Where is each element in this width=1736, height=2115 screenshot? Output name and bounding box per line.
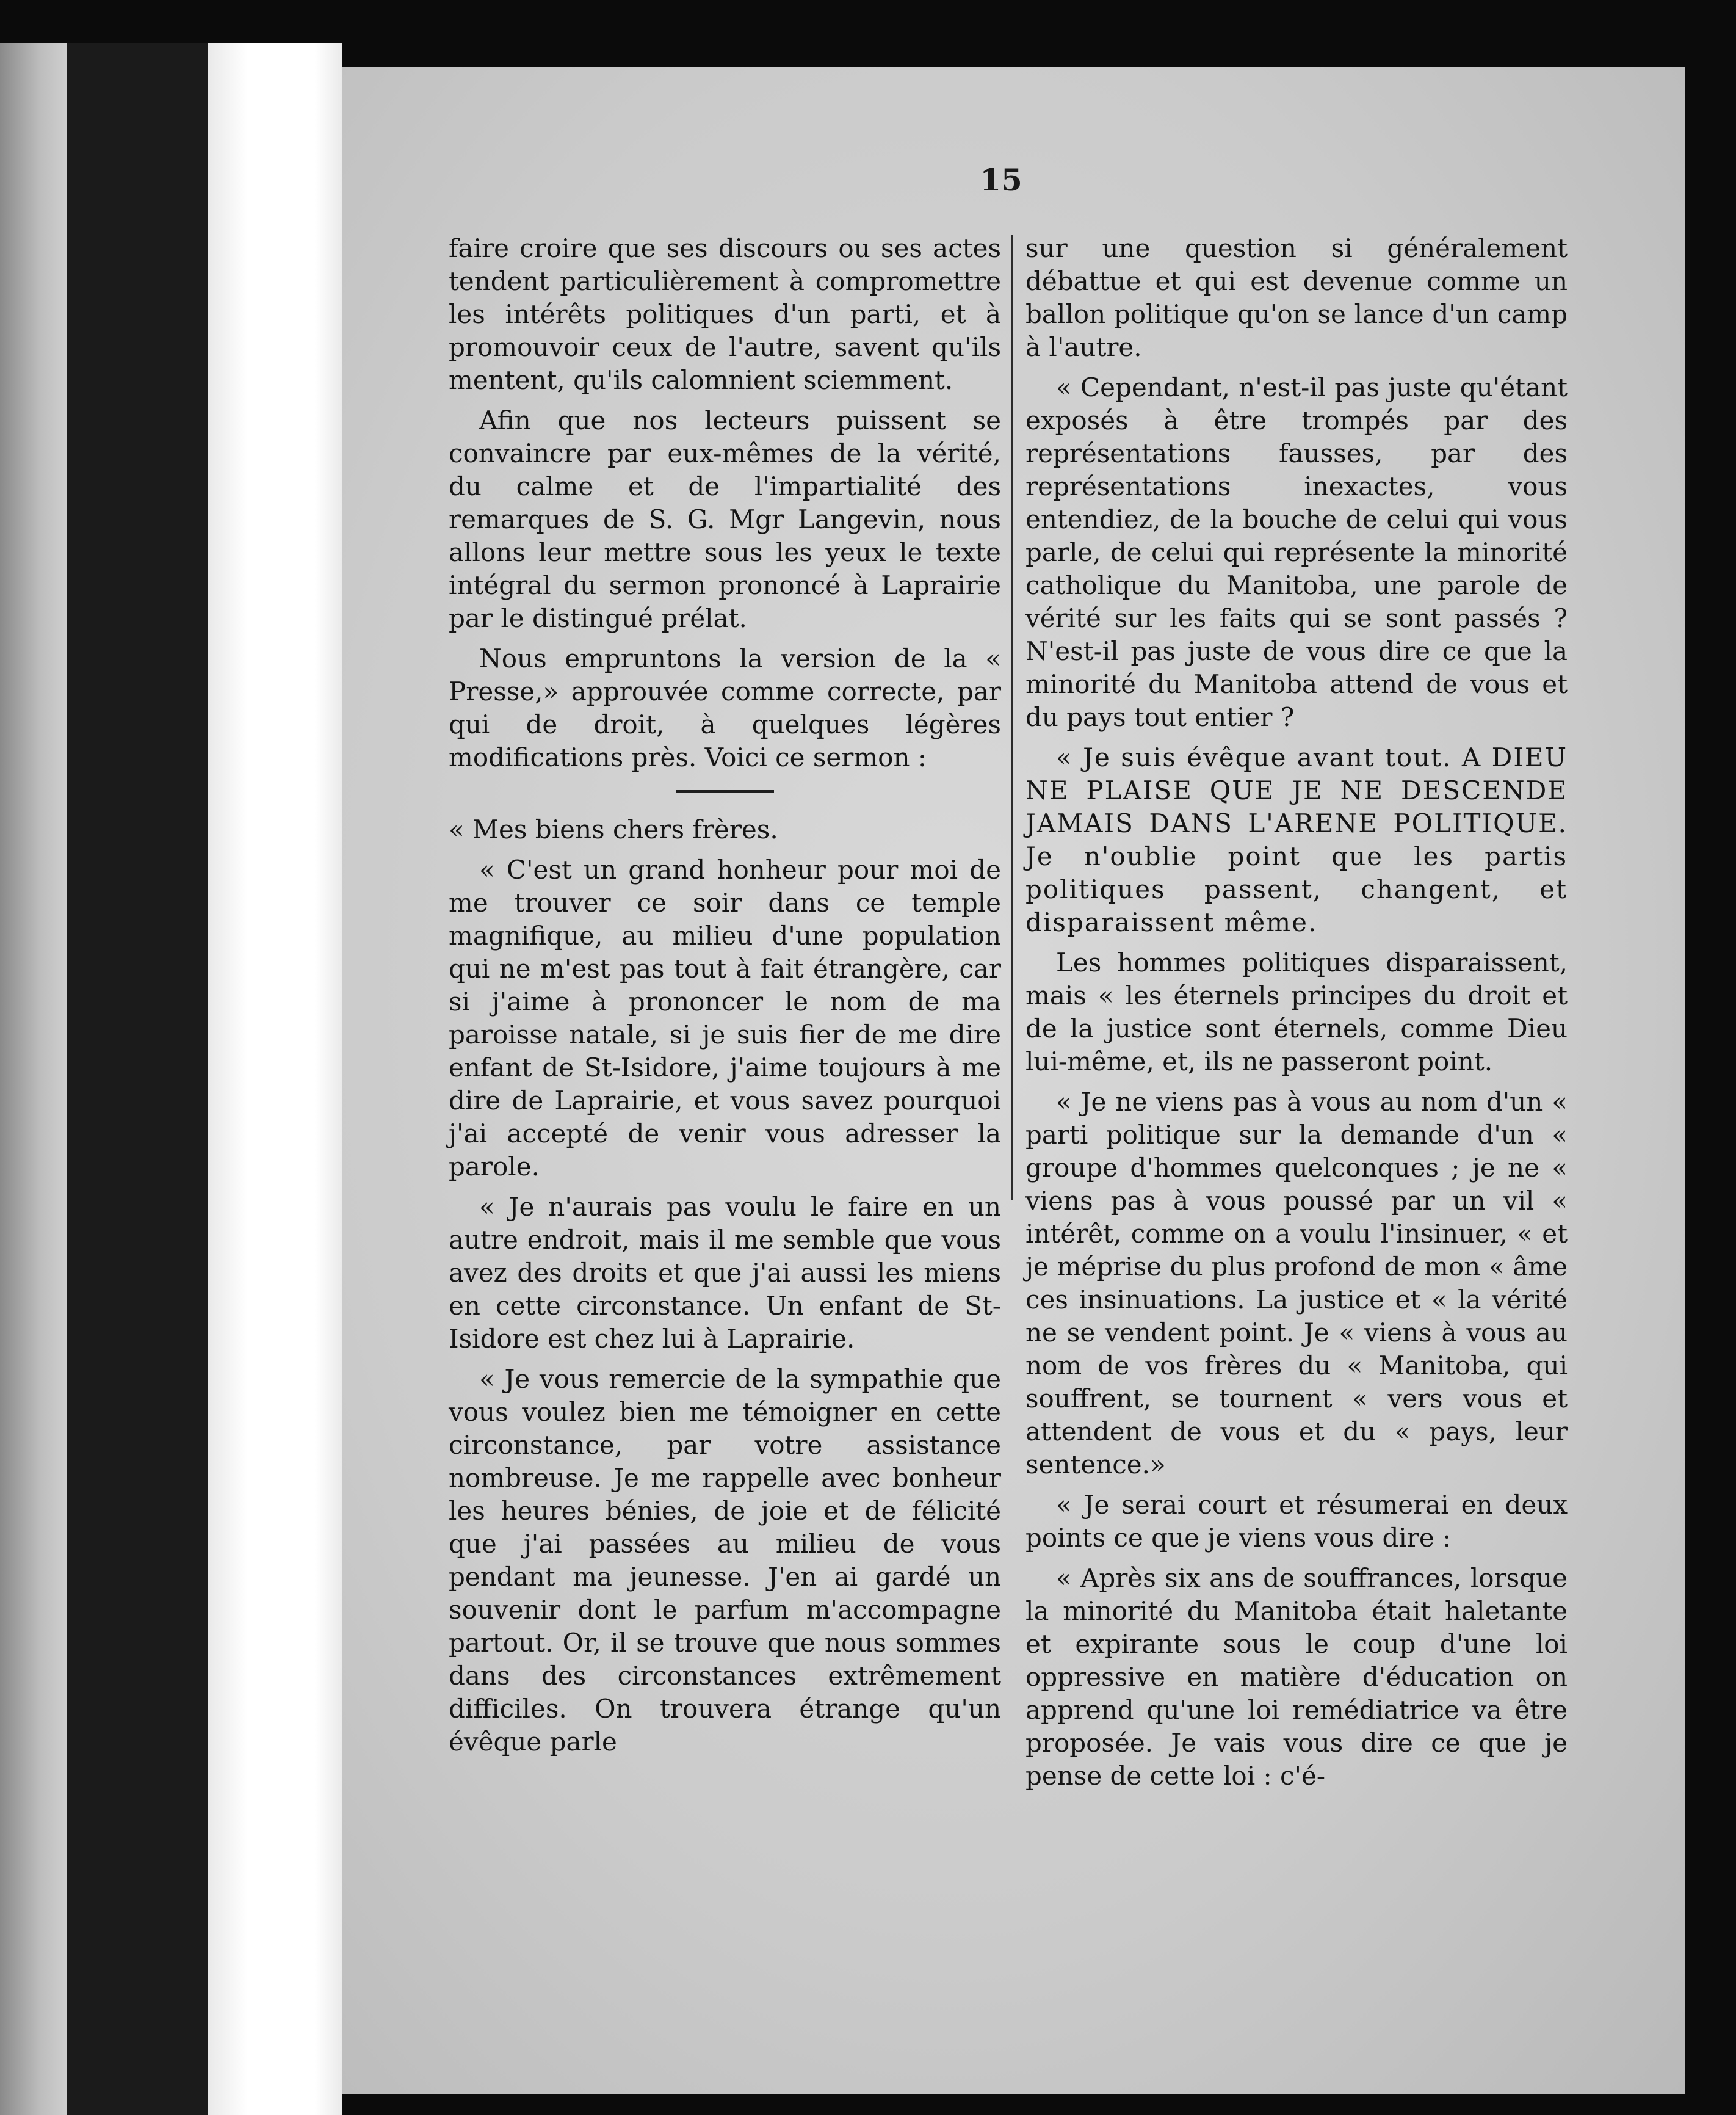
page-number: 15 <box>980 162 1022 198</box>
paragraph: « Je vous remercie de la sympathie que vous voulez bien me témoigner en cette circonstance, par votre assistance nombreuse. Je me rappelle avec bonheur les heures bénies, de joie et de félicité que j'ai passées au milieu de vous pendant ma jeunesse. J'en ai gardé un souvenir dont le parfum m'accompagne partout. Or, il se trouve que nous sommes dans des circonstances extrêmement difficiles. On trouvera étrange qu'un évêque parle <box>449 1364 1001 1757</box>
paragraph: « C'est un grand honheur pour moi de me trouver ce soir dans ce temple magnifique, au milieu d'une population qui ne m'est pas tout à fait étrangère, car si j'aime à prononcer le nom de ma paroisse natale, si je suis fier de me dire enfant de St-Isidore, j'aime toujours à me dire de Laprairie, et vous savez pourquoi j'ai accepté de venir vous adresser la parole. <box>449 855 1001 1181</box>
paragraph: « Je serai court et résumerai en deux points ce que je viens vous dire : <box>1025 1490 1568 1553</box>
paragraph: Nous empruntons la version de la « Presse,» approuvée comme correcte, par qui de droit, à quelques légères modifications près. Voici ce sermon : <box>449 644 1001 772</box>
paragraph: sur une question si généralement débattue et qui est devenue comme un ballon politique qu'on se lance d'un camp à l'autre. <box>1025 233 1568 362</box>
facing-page-edge <box>0 43 67 2115</box>
sermon-salutation: « Mes biens chers frères. <box>449 814 778 844</box>
column-divider <box>1011 235 1013 1200</box>
paragraph: Les hommes politiques disparaissent, mais « les éternels principes du droit et de la justice sont éternels, comme Dieu lui-même, et, ils ne passeront point. <box>1025 948 1568 1076</box>
paragraph: « Après six ans de souffrances, lorsque la minorité du Manitoba était haletante et expirante sous le coup d'une loi oppressive en matière d'éducation on apprend qu'une loi remédiatrice va être proposée. Je vais vous dire ce que je pense de cette loi : c'é- <box>1025 1563 1568 1791</box>
scan-top-border <box>0 0 1736 43</box>
right-text-column <box>1025 232 1568 1800</box>
left-text-column <box>449 232 1001 1766</box>
paragraph: « Cependant, n'est-il pas juste qu'étant exposés à être trompés par des représentations fausses, par des représentations inexactes, vous entendiez, de la bouche de celui qui vous parle, de celui qui représente la minorité catholique du Manitoba, une parole de vérité sur les faits qui se sont passés ? N'est-il pas juste de vous dire ce que la minorité du Manitoba attend de vous et du pays tout entier ? <box>1025 372 1568 732</box>
blank-margin-strip <box>208 43 342 2115</box>
paragraph: Afin que nos lecteurs puissent se convaincre par eux-mêmes de la vérité, du calme et de l'impartialité des remarques de S. G. Mgr Langevin, nous allons leur mettre sous les yeux le texte intégral du sermon prononcé à Laprairie par le distingué prélat. <box>449 405 1001 633</box>
book-gutter <box>67 43 208 2115</box>
paragraph: « Je ne viens pas à vous au nom d'un « parti politique sur la demande d'un « groupe d'hommes quelconques ; je ne « viens pas à vous poussé par un vil « intérêt, comme on a voulu l'insinuer, « et je méprise du plus profond de mon « âme ces insinuations. La justice et « la vérité ne se vendent point. Je « viens à vous au nom de vos frères du « Manitoba, qui souffrent, se tournent « vers vous et attendent de vous et du « pays, leur sentence.» <box>1025 1087 1568 1479</box>
paragraph: « Je n'aurais pas voulu le faire en un autre endroit, mais il me semble que vous avez des droits et que j'ai aussi les miens en cette circonstance. Un enfant de St-Isidore est chez lui à Laprairie. <box>449 1192 1001 1354</box>
paragraph: « Je suis évêque avant tout. A DIEU NE PLAISE QUE JE NE DESCENDE JAMAIS DANS L'ARENE POLITIQUE. Je n'oublie point que les partis politiques passent, changent, et disparaissent même. <box>1025 742 1568 937</box>
section-rule <box>676 790 774 793</box>
paragraph: faire croire que ses discours ou ses actes tendent particulièrement à compromettre les intérêts politiques d'un parti, et à promouvoir ceux de l'autre, savent qu'ils mentent, qu'ils calomnient sciemment. <box>449 233 1001 395</box>
scan-right-border <box>1685 43 1736 2115</box>
